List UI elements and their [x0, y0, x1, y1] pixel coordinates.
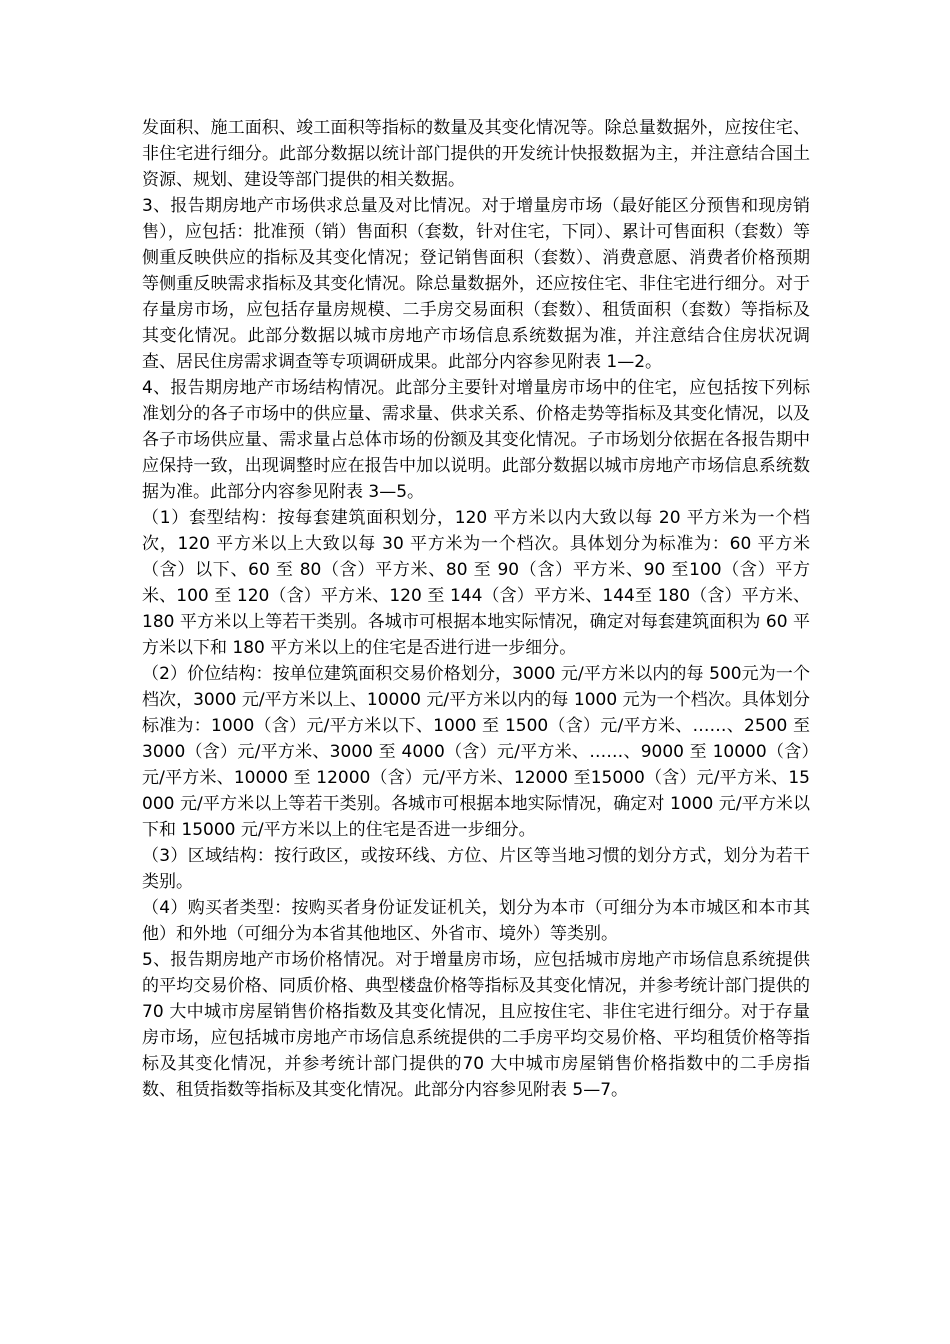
paragraph-development-area: 发面积、施工面积、竣工面积等指标的数量及其变化情况等。除总量数据外，应按住宅、非住宅进行细分。此部分数据以统计部门提供的开发统计快报数据为主，并注意结合国土资源、规划、建设等部门提供的相关数据。: [142, 118, 810, 190]
paragraph-unit-type-structure: （1）套型结构：按每套建筑面积划分，120 平方米以内大致以每 20 平方米为一个档次，120 平方米以上大致以每 30 平方米为一个档次。具体划分为标准为：60 平方米（含）以下、60 至 80（含）平方米、80 至 90（含）平方米、90 至100（含）平方米、100 至 120（含）平方米、120 至 144（含）平方米、144至 180（含）平方米、180 平方米以上等若干类别。各城市可根据本地实际情况，确定对每套建筑面积为 60 平方米以下和 180 平方米以上的住宅是否进行进一步细分。: [142, 508, 810, 658]
document-body: [142, 115, 810, 1103]
paragraph-supply-demand-total: 3、报告期房地产市场供求总量及对比情况。对于增量房市场（最好能区分预售和现房销售），应包括：批准预（销）售面积（套数，针对住宅，下同）、累计可售面积（套数）等侧重反映供应的指标及其变化情况；登记销售面积（套数）、消费意愿、消费者价格预期等侧重反映需求指标及其变化情况。除总量数据外，还应按住宅、非住宅进行细分。对于存量房市场，应包括存量房规模、二手房交易面积（套数）、租赁面积（套数）等指标及其变化情况。此部分数据以城市房地产市场信息系统数据为准，并注意结合住房状况调查、居民住房需求调查等专项调研成果。此部分内容参见附表 1—2。: [142, 196, 810, 372]
paragraph-price-structure: （2）价位结构：按单位建筑面积交易价格划分，3000 元/平方米以内的每 500元为一个档次，3000 元/平方米以上、10000 元/平方米以内的每 1000 元为一个档次。具体划分标准为：1000（含）元/平方米以下、1000 至 1500（含）元/平方米、……、2500 至 3000（含）元/平方米、3000 至 4000（含）元/平方米、……、9000 至 10000（含）元/平方米、10000 至 12000（含）元/平方米、12000 至15000（含）元/平方米、15000 元/平方米以上等若干类别。各城市可根据本地实际情况，确定对 1000 元/平方米以下和 15000 元/平方米以上的住宅是否进一步细分。: [142, 664, 810, 840]
paragraph-regional-structure: （3）区域结构：按行政区，或按环线、方位、片区等当地习惯的划分方式，划分为若干类别。: [142, 846, 810, 892]
paragraph-market-price: 5、报告期房地产市场价格情况。对于增量房市场，应包括城市房地产市场信息系统提供的平均交易价格、同质价格、典型楼盘价格等指标及其变化情况，并参考统计部门提供的 70 大中城市房屋销售价格指数及其变化情况，且应按住宅、非住宅进行细分。对于存量房市场，应包括城市房地产市场信息系统提供的二手房平均交易价格、平均租赁价格等指标及其变化情况，并参考统计部门提供的70 大中城市房屋销售价格指数中的二手房指数、租赁指数等指标及其变化情况。此部分内容参见附表 5—7。: [142, 950, 810, 1100]
paragraph-market-structure: 4、报告期房地产市场结构情况。此部分主要针对增量房市场中的住宅，应包括按下列标准划分的各子市场中的供应量、需求量、供求关系、价格走势等指标及其变化情况，以及各子市场供应量、需求量占总体市场的份额及其变化情况。子市场划分依据在各报告期中应保持一致，出现调整时应在报告中加以说明。此部分数据以城市房地产市场信息系统数据为准。此部分内容参见附表 3—5。: [142, 378, 810, 502]
paragraph-buyer-type: （4）购买者类型：按购买者身份证发证机关，划分为本市（可细分为本市城区和本市其他）和外地（可细分为本省其他地区、外省市、境外）等类别。: [142, 898, 810, 944]
